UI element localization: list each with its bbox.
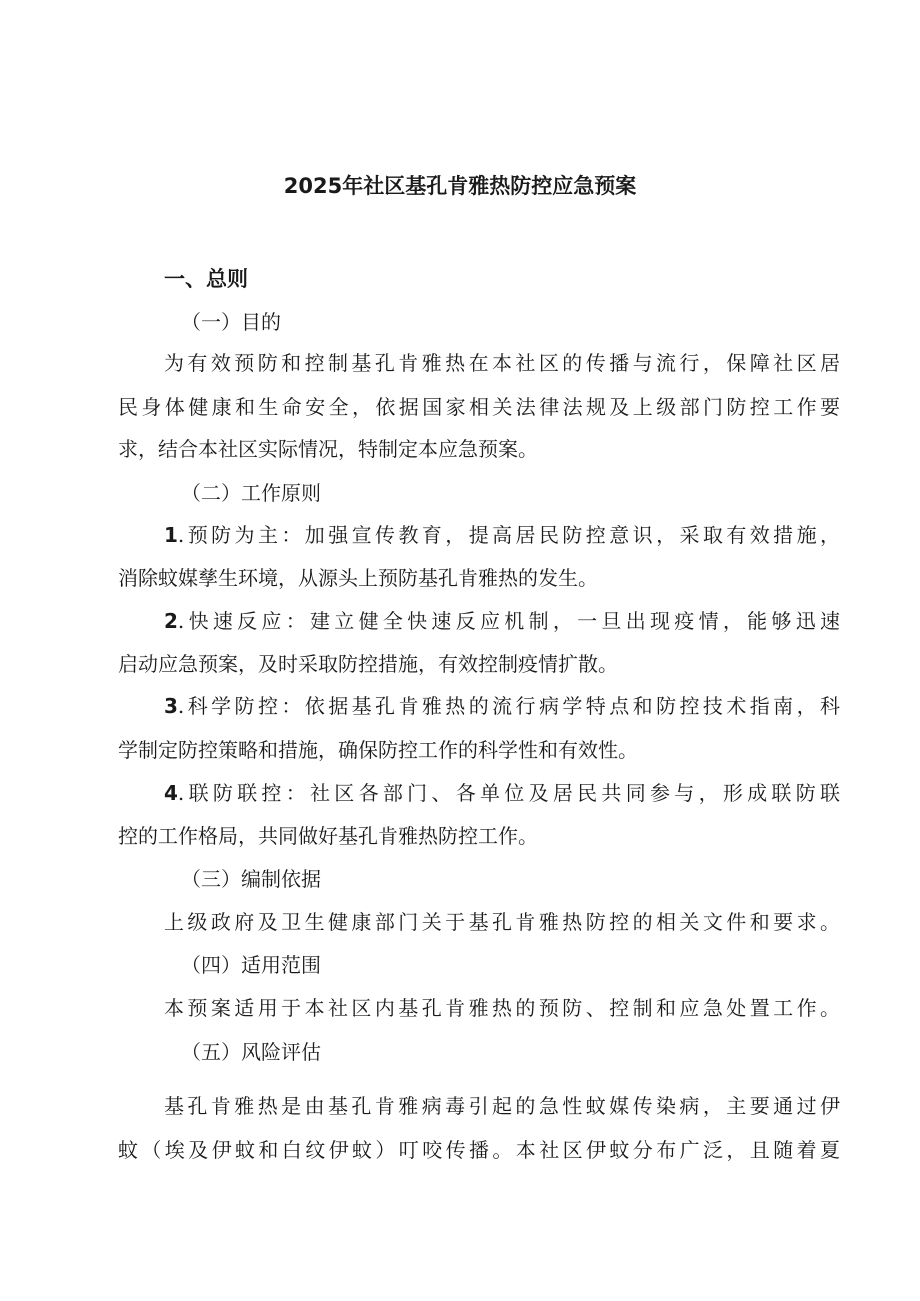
paragraph-line: 控的工作格局，共同做好基孔肯雅热防控工作。 (118, 824, 538, 848)
document-title: 2025年社区基孔肯雅热防控应急预案 (283, 174, 637, 198)
principle-item-line (164, 521, 840, 549)
item-text: .预防为主：加强宣传教育，提高居民防控意识，采取有效措施， (177, 523, 840, 547)
item-number: 4 (164, 781, 178, 805)
subheading-scope: （四）适用范围 (181, 953, 321, 977)
item-text: .科学防控：依据基孔肯雅热的流行病学特点和防控技术指南，科 (177, 694, 840, 718)
paragraph-line: 为有效预防和控制基孔肯雅热在本社区的传播与流行，保障社区居 (164, 351, 840, 375)
subheading-purpose: （一）目的 (181, 310, 281, 334)
section-heading-general: 一、总则 (164, 267, 248, 291)
paragraph-line: 消除蚊媒孳生环境，从源头上预防基孔肯雅热的发生。 (118, 566, 598, 590)
principle-item-line (164, 692, 840, 720)
item-number: 3 (164, 694, 178, 718)
item-text: .联防联控：社区各部门、各单位及居民共同参与，形成联防联 (177, 781, 840, 805)
principle-item-line (164, 779, 840, 807)
paragraph-line: 基孔肯雅热是由基孔肯雅病毒引起的急性蚊媒传染病，主要通过伊 (164, 1094, 840, 1118)
paragraph-line: 民身体健康和生命安全，依据国家相关法律法规及上级部门防控工作要 (118, 395, 840, 419)
paragraph-line: 上级政府及卫生健康部门关于基孔肯雅热防控的相关文件和要求。 (164, 910, 840, 934)
paragraph-line: 学制定防控策略和措施，确保防控工作的科学性和有效性。 (118, 738, 638, 762)
item-text: .快速反应：建立健全快速反应机制，一旦出现疫情，能够迅速 (177, 609, 840, 633)
subheading-basis: （三）编制依据 (181, 867, 321, 891)
subheading-principles: （二）工作原则 (181, 481, 321, 505)
subheading-risk: （五）风险评估 (181, 1040, 321, 1064)
item-number: 2 (164, 609, 178, 633)
principle-item-line (164, 607, 840, 635)
paragraph-line: 启动应急预案，及时采取防控措施，有效控制疫情扩散。 (118, 652, 618, 676)
paragraph-line: 本预案适用于本社区内基孔肯雅热的预防、控制和应急处置工作。 (164, 996, 840, 1020)
paragraph-line: 蚊（埃及伊蚊和白纹伊蚊）叮咬传播。本社区伊蚊分布广泛，且随着夏 (118, 1138, 840, 1162)
paragraph-line: 求，结合本社区实际情况，特制定本应急预案。 (118, 437, 538, 461)
item-number: 1 (164, 523, 178, 547)
